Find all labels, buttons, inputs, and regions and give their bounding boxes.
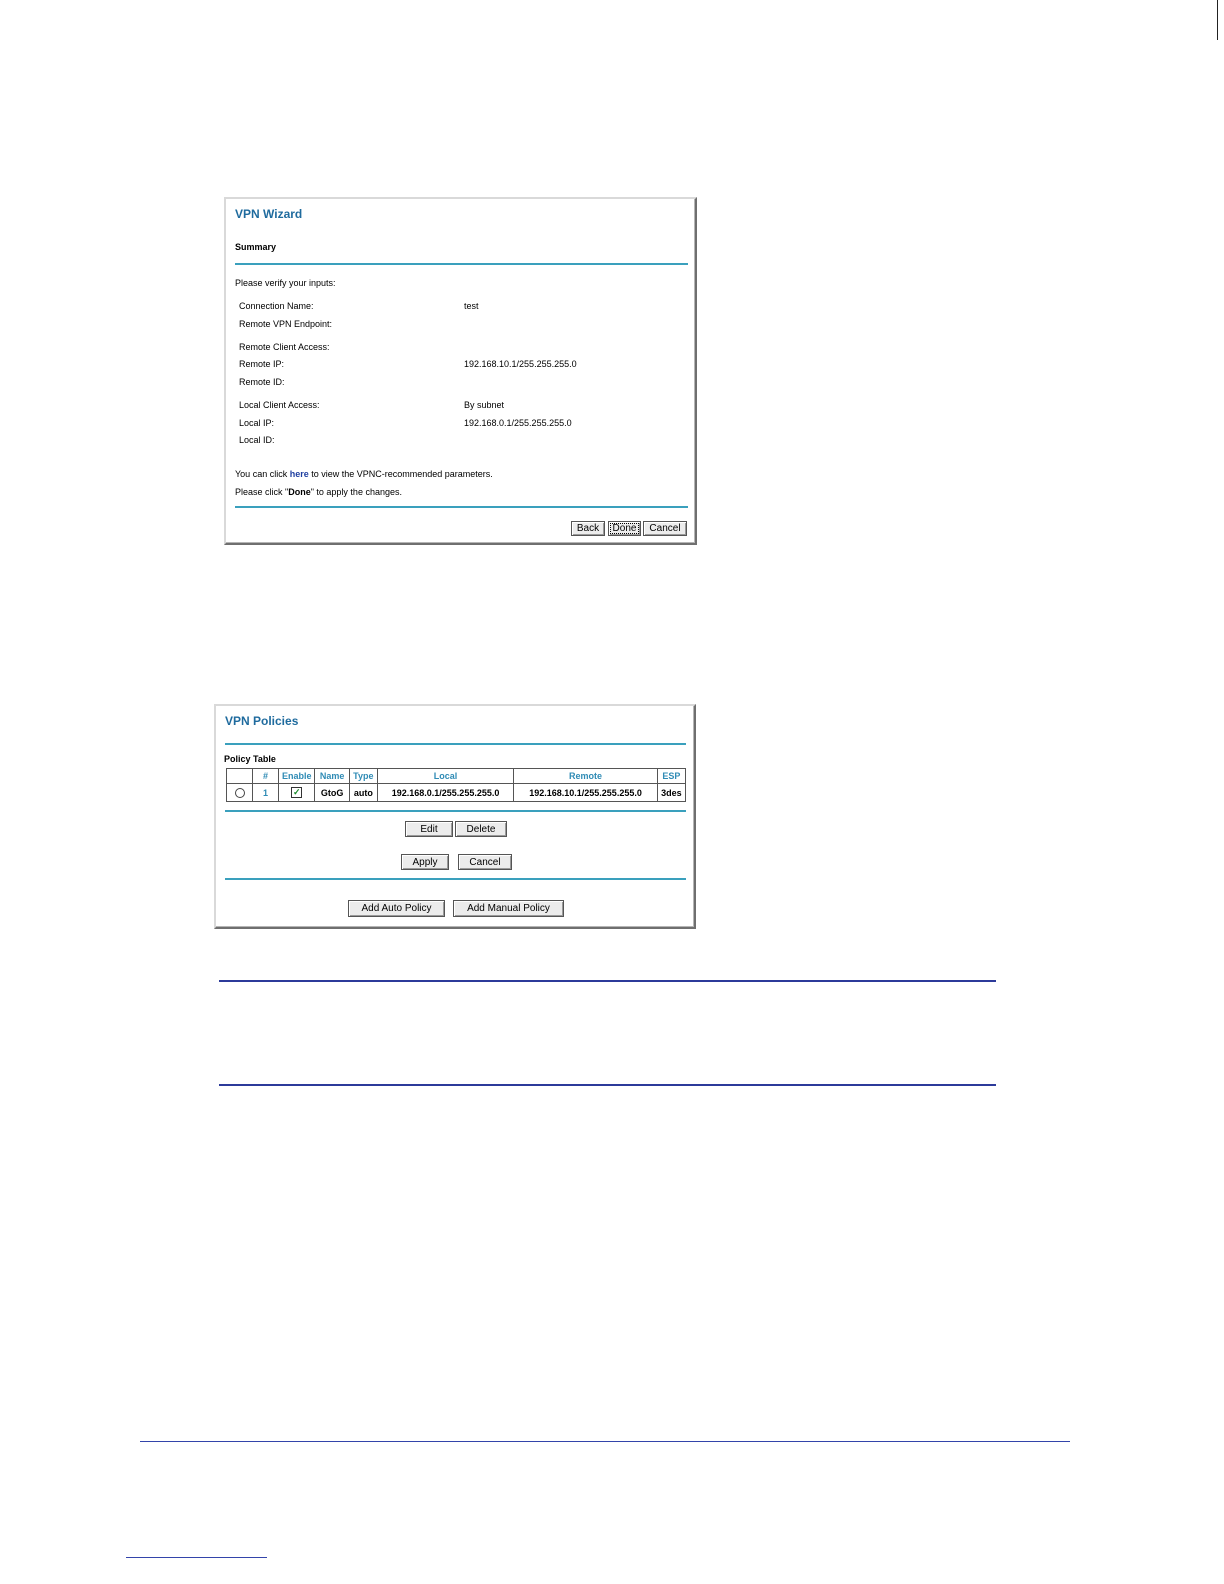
- done-note-suffix: " to apply the changes.: [310, 487, 402, 497]
- policy-table: [226, 768, 686, 802]
- col-select: [227, 769, 253, 784]
- col-type: Type: [349, 769, 377, 784]
- enable-checkbox[interactable]: ✓: [292, 787, 301, 798]
- wizard-bottom-divider: [235, 506, 688, 508]
- edit-button[interactable]: Edit: [405, 821, 453, 837]
- row-esp: 3des: [657, 784, 685, 802]
- done-note: [235, 487, 402, 497]
- cancel-button[interactable]: Cancel: [643, 521, 687, 536]
- back-button[interactable]: Back: [571, 521, 605, 536]
- remote-ip-value: 192.168.10.1/255.255.255.0: [464, 359, 577, 369]
- local-ip-label: Local IP:: [239, 418, 275, 428]
- col-esp: ESP: [657, 769, 685, 784]
- wizard-section-title: Summary: [235, 242, 277, 252]
- add-auto-policy-button[interactable]: Add Auto Policy: [348, 900, 445, 917]
- row-name: GtoG: [315, 784, 349, 802]
- col-name: Name: [315, 769, 349, 784]
- wizard-intro: Please verify your inputs:: [235, 278, 336, 288]
- remote-vpn-endpoint-label: Remote VPN Endpoint:: [239, 319, 333, 329]
- vpn-policies-panel: [214, 704, 696, 929]
- connection-name-value: test: [464, 301, 479, 311]
- row-type: auto: [349, 784, 377, 802]
- policies-title: VPN Policies: [225, 714, 299, 728]
- row-local: 192.168.0.1/255.255.255.0: [377, 784, 513, 802]
- col-local: Local: [377, 769, 513, 784]
- col-remote: Remote: [514, 769, 658, 784]
- note-bottom-rule: [219, 1084, 996, 1086]
- policies-mid-divider: [225, 810, 686, 812]
- wizard-top-divider: [235, 263, 688, 265]
- footer-link-underline: [126, 1557, 267, 1558]
- done-button[interactable]: Done: [608, 521, 641, 536]
- wizard-title: VPN Wizard: [235, 207, 303, 221]
- vpnc-note-prefix: You can click: [235, 469, 290, 479]
- row-number: 1: [253, 784, 279, 802]
- policy-table-title: Policy Table: [224, 754, 276, 764]
- row-select-cell: [227, 784, 253, 802]
- local-client-access-value: By subnet: [464, 400, 505, 410]
- policies-bottom-divider: [225, 878, 686, 880]
- delete-button[interactable]: Delete: [455, 821, 507, 837]
- page-edge-line: [1217, 0, 1218, 40]
- local-id-label: Local ID:: [239, 435, 275, 445]
- vpnc-note-suffix: to view the VPNC-recommended parameters.: [308, 469, 493, 479]
- vpnc-note: [235, 469, 493, 479]
- col-number: #: [253, 769, 279, 784]
- connection-name-label: Connection Name:: [239, 301, 314, 311]
- policy-table-header: [227, 769, 686, 784]
- col-enable: Enable: [279, 769, 315, 784]
- vpnc-here-link[interactable]: here: [289, 469, 309, 479]
- vpn-wizard-panel: [224, 197, 697, 545]
- note-top-rule: [219, 980, 996, 982]
- done-note-prefix: Please click ": [235, 487, 289, 497]
- remote-client-access-label: Remote Client Access:: [239, 342, 330, 352]
- done-note-bold: Done: [288, 487, 311, 497]
- policies-cancel-button[interactable]: Cancel: [458, 854, 512, 870]
- local-client-access-label: Local Client Access:: [239, 400, 320, 410]
- add-manual-policy-button[interactable]: Add Manual Policy: [453, 900, 564, 917]
- table-row: [227, 784, 686, 802]
- row-remote: 192.168.10.1/255.255.255.0: [514, 784, 658, 802]
- local-ip-value: 192.168.0.1/255.255.255.0: [464, 418, 572, 428]
- policy-radio[interactable]: [235, 788, 245, 798]
- row-enable-cell: [279, 784, 315, 802]
- apply-button[interactable]: Apply: [401, 854, 449, 870]
- remote-id-label: Remote ID:: [239, 377, 285, 387]
- remote-ip-label: Remote IP:: [239, 359, 285, 369]
- footer-rule: [140, 1441, 1070, 1442]
- policies-top-divider: [225, 743, 686, 745]
